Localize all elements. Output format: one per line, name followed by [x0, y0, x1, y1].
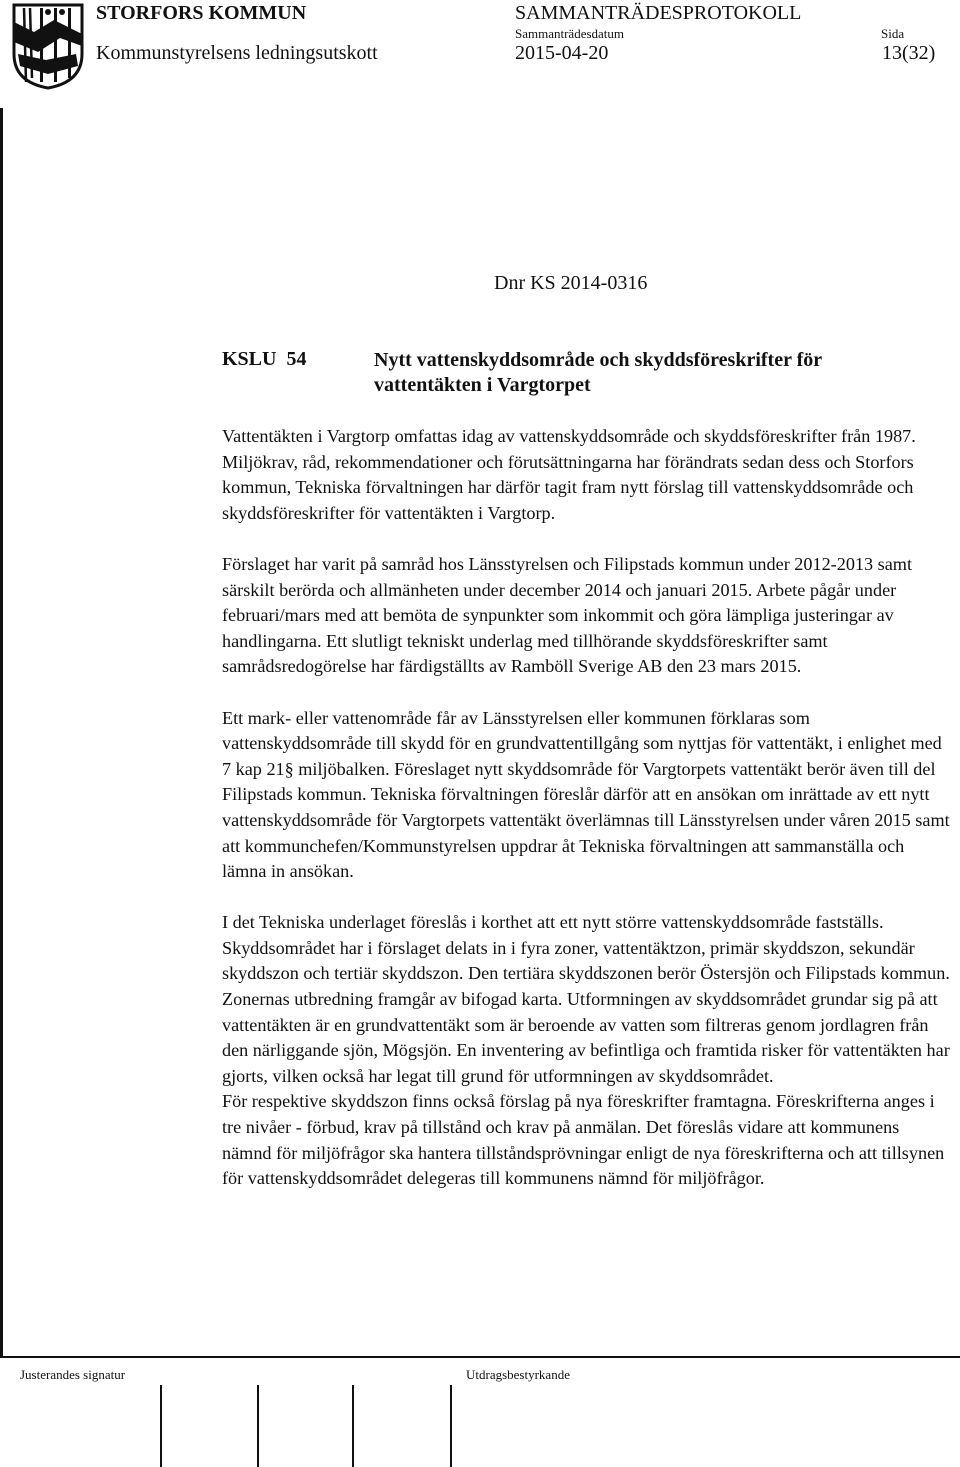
signature-label: Justerandes signatur: [20, 1367, 126, 1382]
footer-rule: [0, 1356, 960, 1358]
case-title: Nytt vattenskyddsområde och skyddsföreskrifter för vattentäkten i Vargtorpet: [374, 349, 822, 396]
body-paragraph: Ett mark- eller vattenområde får av Länsstyrelsen eller kommunen förklaras som vattenskyddsområde till skydd för en grundvattentillgång som nyttjas för vattentäkt, i enlighet med 7 kap 21§ miljöbalken. Föreslaget nytt skyddsområde för Vargtorpets vattentäkt berör även till del Filipstads kommun. Tekniska förvaltningen föreslår därför att en ansökan om inrättade av ett nytt vattenskyddsområde för Vargtorpets vattentäkt överlämnas till Länsstyrelsen under våren 2015 samt att kommunchefen/Kommunstyrelsen uppdrar åt Tekniska förvaltningen att sammanställa och lämna in ansökan.: [222, 707, 950, 882]
meeting-date-label: Sammanträdesdatum: [515, 26, 625, 41]
signature-box-divider: [257, 1385, 259, 1467]
body-paragraph: För respektive skyddszon finns också förslag på nya föreskrifter framtagna. Föreskrifterna anges i tre nivåer - förbud, krav på tillstånd och krav på anmälan. Det föreslås vidare att kommunens nämnd för miljöfrågor ska hantera tillståndsprövningar enligt de nya föreskrifterna och att tillsynen för vattenskyddsområdet delegeras till kommunens nämnd för miljöfrågor.: [222, 1091, 945, 1189]
page-label: Sida: [881, 26, 905, 41]
page-number: 13(32): [882, 42, 936, 64]
extract-certification-label: Utdragsbestyrkande: [466, 1367, 570, 1382]
organization-name: STORFORS KOMMUN: [96, 2, 307, 24]
document-type: SAMMANTRÄDESPROTOKOLL: [515, 2, 802, 24]
body-paragraph: I det Tekniska underlaget föreslås i korthet att ett nytt större vattenskyddsområde fastställs. Skyddsområdet har i förslaget delats in i fyra zoner, vattentäktzon, primär skyddszon, sekundär skyddszon och tertiär skyddszon. Den tertiära skyddszonen berör Östersjön och Filipstads kommun. Zonernas utbredning framgår av bifogad karta. Utformningen av skyddsområdet grundar sig på att vattentäkten är en grundvattentäkt som är beroende av vatten som filtreras genom jordlagren från den närliggande sjön, Mögsjön. En inventering av befintliga och framtida risker för vattentäkten har gjorts, vilken också har legat till grund för utformningen av skyddsområdet.: [222, 912, 950, 1086]
municipal-coat-of-arms-icon: [10, 2, 86, 90]
committee-name: Kommunstyrelsens ledningsutskott: [96, 42, 378, 64]
left-margin-rule: [0, 108, 3, 1358]
meeting-date: 2015-04-20: [515, 42, 609, 64]
signature-box-divider: [450, 1385, 452, 1467]
signature-box-divider: [352, 1385, 354, 1467]
body-paragraph: Vattentäkten i Vargtorp omfattas idag av vattenskyddsområde och skyddsföreskrifter från 1987. Miljökrav, råd, rekommendationer och förutsättningarna har förändrats sedan dess och Storfors kommun, Tekniska förvaltningen har därför tagit fram nytt förslag till vattenskyddsområde och skyddsföreskrifter för vattentäkten i Vargtorp.: [222, 426, 916, 523]
signature-box-divider: [160, 1385, 162, 1467]
minutes-body: [222, 424, 952, 1192]
body-paragraph: Förslaget har varit på samråd hos Länsstyrelsen och Filipstads kommun under 2012-2013 samt särskilt berörda och allmänheten under december 2014 och januari 2015. Arbete pågår under februari/mars med att bemöta de synpunkter som inkommit och göra lämpliga justeringar av handlingarna. Ett slutligt tekniskt underlag med tillhörande skyddsföreskrifter samt samrådsredogörelse har färdigställts av Ramböll Sverige AB den 23 mars 2015.: [222, 553, 912, 677]
case-section-code: KSLU 54: [222, 348, 307, 370]
case-reference-number: Dnr KS 2014-0316: [494, 272, 648, 294]
